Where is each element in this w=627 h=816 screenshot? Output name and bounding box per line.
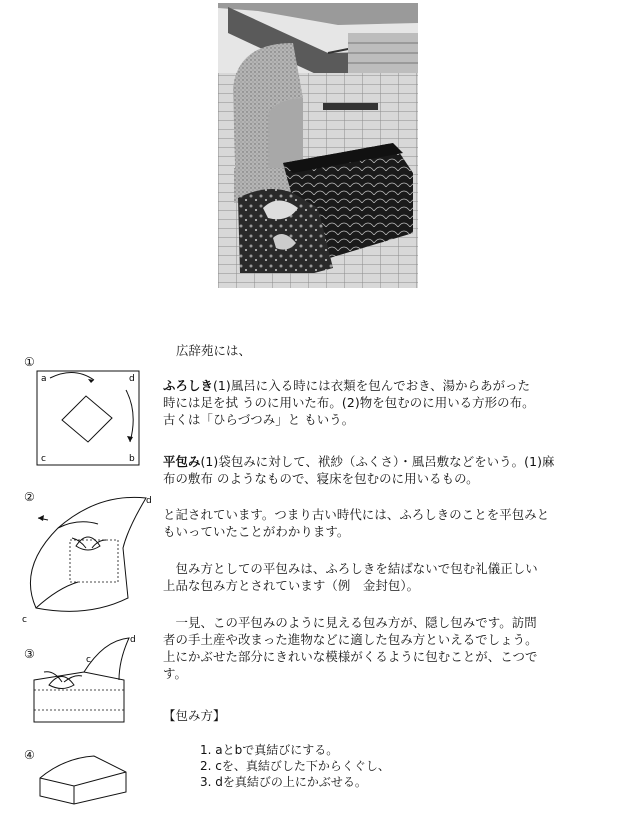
illustration-step-2 <box>18 488 158 628</box>
corner-label-a: a <box>41 374 47 384</box>
paragraph-1-line-1: と記されています。つまり古い時代には、ふろしきのことを平包みと <box>163 507 550 522</box>
step-number-3: ③ <box>24 647 35 661</box>
paragraph-3-line-3: 上にかぶせた部分にきれいな模様がくるように包むことが、こつで <box>163 649 538 664</box>
step-item: 3. dを真結びの上にかぶせる。 <box>200 775 367 789</box>
furoshiki-definition-line-1: ふろしき(1)風呂に入る時には衣類を包んでおき、湯からあがった <box>163 378 531 393</box>
hiratsutsumi-definition-line-1: 平包み(1)袋包みに対して、袱紗（ふくさ）・風呂敷などをいう。(1)麻 <box>163 454 555 469</box>
step-item: 2. cを、真結びした下からくぐし、 <box>200 759 390 773</box>
paragraph-2-line-1: 包み方としての平包みは、ふろしきを結ばないで包む礼儀正しい <box>163 561 538 576</box>
paragraph-3-line-2: 者の手土産や改まった進物などに適した包み方といえるでしょう。 <box>163 632 538 647</box>
illustration-step-3 <box>24 630 144 730</box>
furoshiki-photo <box>218 3 418 288</box>
corner-label-c: c <box>41 454 46 464</box>
step-number-2: ② <box>24 490 35 504</box>
paragraph-3-line-1: 一見、この平包みのように見える包み方が、隠し包みです。訪問 <box>163 615 537 630</box>
corner-label-c: c <box>86 655 91 665</box>
paragraph-3-line-4: す。 <box>163 666 187 681</box>
step-number-4: ④ <box>24 748 35 762</box>
hiratsutsumi-term: 平包み <box>163 454 201 469</box>
furoshiki-definition-line-3: 古くは「ひらづつみ」と もいう。 <box>163 412 355 427</box>
hiratsutsumi-definition-line-2: 布の敷布 のようなもので、寝床を包むのに用いるもの。 <box>163 471 479 486</box>
corner-label-d: d <box>146 496 152 506</box>
illustration-step-4 <box>34 752 134 808</box>
corner-label-d: d <box>130 635 136 645</box>
furoshiki-definition-line-2: 時には足を拭 うのに用いた布。(2)物を包むのに用いる方形の布。 <box>163 395 535 410</box>
howto-heading: 【包み方】 <box>163 708 226 723</box>
illustration-step-1 <box>34 368 144 468</box>
step-item: 1. aとbで真結びにする。 <box>200 743 339 757</box>
corner-label-b: b <box>129 454 135 464</box>
steps-list <box>200 742 390 790</box>
corner-label-c: c <box>22 615 27 625</box>
intro-text: 広辞苑には、 <box>176 343 251 358</box>
paragraph-2-line-2: 上品な包み方とされています（例 金封包）。 <box>163 578 420 593</box>
corner-label-d: d <box>129 374 135 384</box>
paragraph-1-line-2: もいっていたことがわかります。 <box>163 524 350 539</box>
step-number-1: ① <box>24 355 35 369</box>
furoshiki-term: ふろしき <box>163 378 213 393</box>
